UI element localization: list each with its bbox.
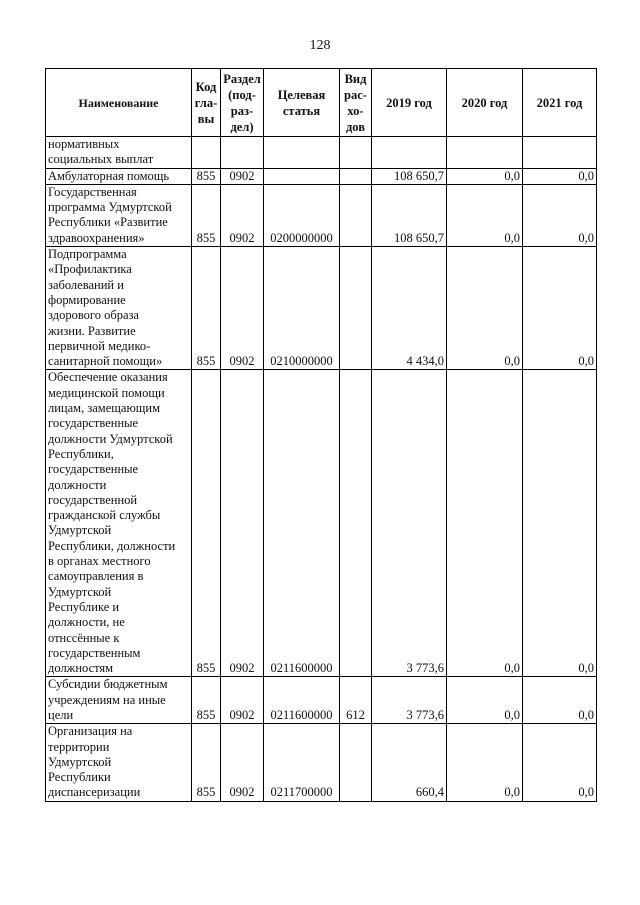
amount-2021-cell: 0,0 [523,724,597,801]
name-line: Организация на [48,724,133,739]
name-line: программа Удмуртской [48,200,172,215]
expense-type-cell: 612 [340,677,372,724]
code-cell [192,137,221,169]
table-row [46,184,597,246]
name-line: «Профилактика [48,262,132,277]
name-line: Обеспечение оказания [48,370,168,385]
header-exp-line: хо- [347,103,364,118]
header-row [46,69,597,137]
name-line: диспансеризации [48,785,141,800]
name-line: Удмуртской [48,754,112,769]
name-line: государственной [48,492,138,507]
target-cell [264,168,340,184]
name-line: Республики, [48,446,114,461]
name-line: должности [48,477,107,492]
table-row [46,137,597,169]
name-line: санитарной помощи» [48,354,163,369]
name-cell [46,247,192,370]
header-2020: 2020 год [447,69,523,137]
section-cell: 0902 [221,168,264,184]
name-line: государственные [48,462,139,477]
name-line: первичной медико- [48,338,151,353]
header-target-line: статья [282,103,321,118]
name-line: Республики, должности [48,538,176,553]
section-cell: 0902 [221,184,264,246]
header-code-line: вы [197,111,215,126]
amount-2019-cell [372,137,447,169]
code-cell: 855 [192,724,221,801]
name-line: социальных выплат [48,152,154,167]
name-line: должности Удмуртской [48,431,173,446]
expense-type-cell [340,247,372,370]
name-line: здравоохранения» [48,230,145,245]
amount-2021-cell: 0,0 [523,247,597,370]
name-line: государственные [48,416,139,431]
name-line: должности, не [48,615,125,630]
code-cell: 855 [192,247,221,370]
header-2019: 2019 год [372,69,447,137]
name-line: заболеваний и [48,277,124,292]
target-cell: 0211600000 [264,677,340,724]
header-target-line: Целевая [277,87,326,102]
name-line: государственным [48,645,141,660]
amount-2019-cell: 3 773,6 [372,370,447,677]
header-code [192,69,221,137]
name-cell [46,168,192,184]
name-line: в органах местного [48,554,151,569]
amount-2019-cell: 3 773,6 [372,677,447,724]
amount-2020-cell [447,137,523,169]
code-cell: 855 [192,370,221,677]
amount-2021-cell: 0,0 [523,168,597,184]
budget-table [45,68,597,802]
name-line: учреждениям на иные [48,692,166,707]
name-line: жизни. Развитие [48,323,136,338]
target-cell [264,137,340,169]
section-cell: 0902 [221,724,264,801]
code-cell: 855 [192,184,221,246]
expense-type-cell [340,168,372,184]
name-cell [46,677,192,724]
header-exp-line: Вид [344,71,367,86]
target-cell: 0211700000 [264,724,340,801]
name-line: нормативных [48,137,120,151]
amount-2020-cell: 0,0 [447,370,523,677]
table-row [46,168,597,184]
amount-2020-cell: 0,0 [447,677,523,724]
table-row [46,370,597,677]
section-cell: 0902 [221,677,264,724]
header-2021: 2021 год [523,69,597,137]
name-line: Государственная [48,184,137,199]
amount-2021-cell: 0,0 [523,677,597,724]
name-line: отнссëнные к [48,630,120,645]
name-cell [46,370,192,677]
expense-type-cell [340,724,372,801]
name-line: формирование [48,292,126,307]
header-section [221,69,264,137]
name-line: Удмуртской [48,584,112,599]
table-row [46,724,597,801]
name-line: территории [48,739,110,754]
target-cell: 0200000000 [264,184,340,246]
amount-2020-cell: 0,0 [447,184,523,246]
header-exp-line: рас- [344,87,367,102]
amount-2020-cell: 0,0 [447,247,523,370]
amount-2019-cell: 660,4 [372,724,447,801]
amount-2019-cell: 108 650,7 [372,168,447,184]
name-line: самоуправления в [48,569,144,584]
name-line: медицинской помощи [48,385,165,400]
table-row [46,247,597,370]
header-expense-type [340,69,372,137]
table-row [46,677,597,724]
name-line: гражданской службы [48,508,161,523]
name-cell [46,724,192,801]
name-line: здорового образа [48,308,139,323]
name-cell [46,137,192,169]
name-line: Амбулаторная помощь [48,168,170,183]
header-code-line: гла- [194,95,218,110]
target-cell: 0211600000 [264,370,340,677]
amount-2020-cell: 0,0 [447,724,523,801]
name-cell [46,184,192,246]
amount-2019-cell: 108 650,7 [372,184,447,246]
section-cell [221,137,264,169]
name-line: цели [48,707,74,722]
name-line: Республики «Развитие [48,215,168,230]
expense-type-cell [340,137,372,169]
name-line: Республики [48,770,111,785]
name-line: должностям [48,661,114,676]
header-target [264,69,340,137]
amount-2021-cell: 0,0 [523,184,597,246]
code-cell: 855 [192,677,221,724]
name-line: Республике и [48,599,120,614]
header-exp-line: дов [345,119,365,134]
header-section-line: раз- [230,103,254,118]
expense-type-cell [340,184,372,246]
name-line: Подпрограмма [48,247,127,262]
amount-2020-cell: 0,0 [447,168,523,184]
target-cell: 0210000000 [264,247,340,370]
amount-2019-cell: 4 434,0 [372,247,447,370]
section-cell: 0902 [221,247,264,370]
page-number: 128 [309,38,331,53]
section-cell: 0902 [221,370,264,677]
expense-type-cell [340,370,372,677]
amount-2021-cell: 0,0 [523,370,597,677]
header-name: Наименование [46,69,192,137]
code-cell: 855 [192,168,221,184]
header-section-line: Раздел [223,71,261,86]
header-code-line: Код [195,79,217,94]
header-section-line: дел) [230,119,254,134]
name-line: лицам, замещающим [48,401,161,416]
name-line: Удмуртской [48,523,112,538]
name-line: Субсидии бюджетным [48,677,168,692]
header-section-line: (под- [228,87,256,102]
amount-2021-cell [523,137,597,169]
table-body [46,137,597,802]
